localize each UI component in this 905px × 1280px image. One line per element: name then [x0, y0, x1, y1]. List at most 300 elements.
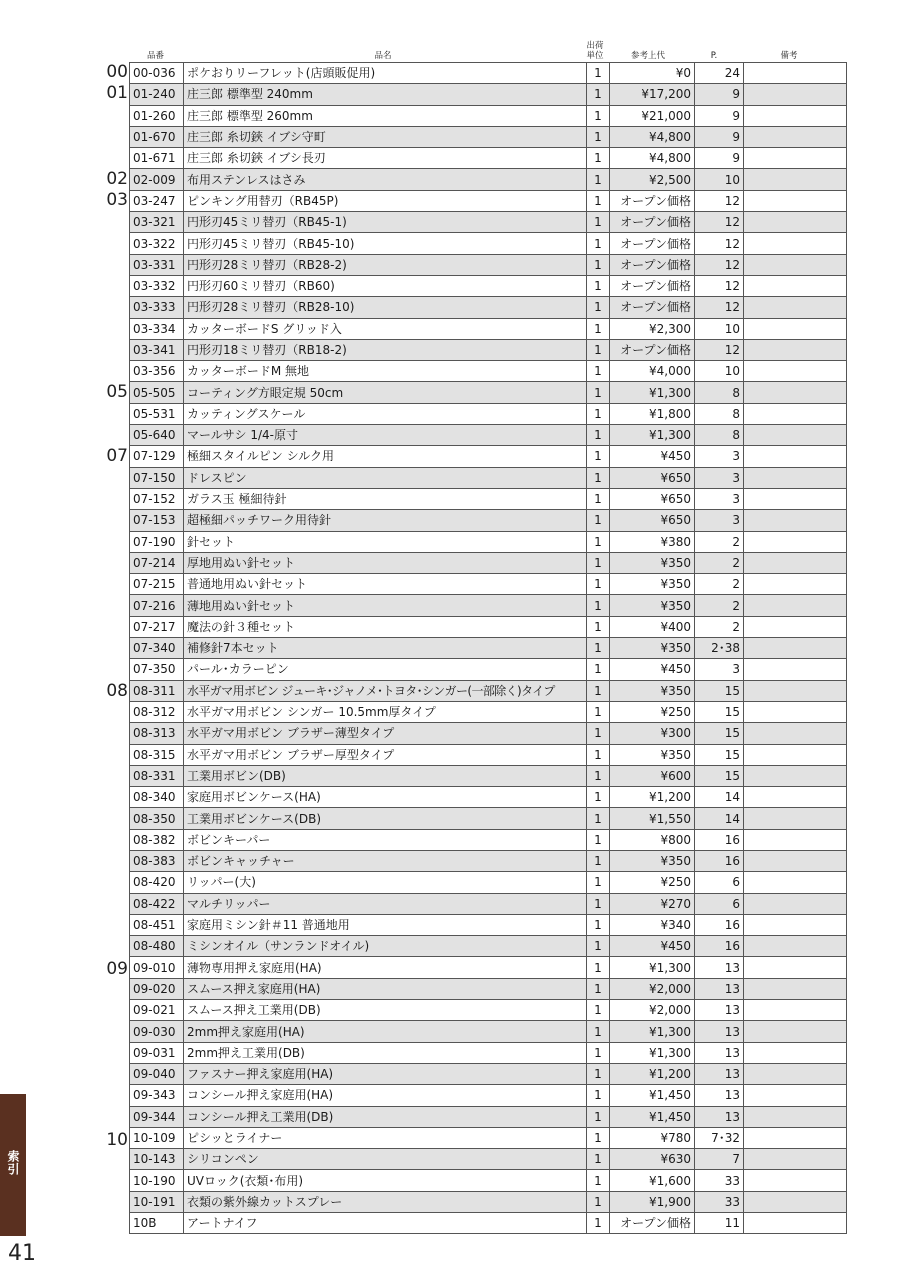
- cell-code: 09-031: [130, 1042, 184, 1063]
- cell-page: 9: [695, 84, 744, 105]
- header-code: 品番: [146, 51, 164, 61]
- table-row: [130, 403, 847, 424]
- cell-page: 13: [695, 1085, 744, 1106]
- cell-price: ¥1,300: [610, 957, 695, 978]
- cell-name: 庄三郎 標準型 240mm: [184, 84, 587, 105]
- cell-code: 10B: [130, 1213, 184, 1234]
- table-row: [130, 148, 847, 169]
- cell-page: 16: [695, 936, 744, 957]
- cell-note: [744, 382, 847, 403]
- cell-code: 03-356: [130, 361, 184, 382]
- section-label: 10: [106, 1129, 128, 1150]
- cell-name: 庄三郎 糸切鋏 イブシ長刃: [184, 148, 587, 169]
- cell-price: ¥350: [610, 638, 695, 659]
- cell-page: 16: [695, 850, 744, 871]
- cell-code: 08-315: [130, 744, 184, 765]
- cell-page: 16: [695, 914, 744, 935]
- cell-price: オープン価格: [610, 212, 695, 233]
- table-row: [130, 531, 847, 552]
- cell-page: 13: [695, 957, 744, 978]
- cell-code: 08-480: [130, 936, 184, 957]
- table-row: [130, 1127, 847, 1148]
- cell-note: [744, 914, 847, 935]
- cell-code: 07-217: [130, 616, 184, 637]
- cell-unit: 1: [587, 829, 610, 850]
- cell-page: 15: [695, 765, 744, 786]
- cell-price: ¥400: [610, 616, 695, 637]
- table-row: [130, 318, 847, 339]
- cell-price: ¥1,900: [610, 1191, 695, 1212]
- cell-name: コンシール押え工業用(DB): [184, 1106, 587, 1127]
- cell-page: 33: [695, 1170, 744, 1191]
- cell-note: [744, 318, 847, 339]
- table-row: [130, 63, 847, 84]
- cell-unit: 1: [587, 212, 610, 233]
- cell-code: 09-020: [130, 978, 184, 999]
- index-side-tab: [0, 1094, 26, 1236]
- cell-unit: 1: [587, 297, 610, 318]
- table-row: [130, 978, 847, 999]
- cell-code: 10-109: [130, 1127, 184, 1148]
- cell-price: ¥1,300: [610, 1042, 695, 1063]
- cell-code: 00-036: [130, 63, 184, 84]
- section-label: 01: [106, 83, 128, 104]
- cell-unit: 1: [587, 275, 610, 296]
- table-row: [130, 212, 847, 233]
- table-row: [130, 1149, 847, 1170]
- table-row: [130, 616, 847, 637]
- cell-price: ¥350: [610, 850, 695, 871]
- cell-name: コーティング方眼定規 50cm: [184, 382, 587, 403]
- cell-price: ¥1,450: [610, 1085, 695, 1106]
- cell-page: 10: [695, 169, 744, 190]
- cell-note: [744, 1149, 847, 1170]
- cell-price: ¥1,300: [610, 425, 695, 446]
- cell-note: [744, 446, 847, 467]
- cell-price: ¥380: [610, 531, 695, 552]
- table-row: [130, 425, 847, 446]
- cell-code: 07-129: [130, 446, 184, 467]
- cell-unit: 1: [587, 936, 610, 957]
- cell-price: オープン価格: [610, 297, 695, 318]
- cell-price: ¥1,800: [610, 403, 695, 424]
- cell-code: 10-143: [130, 1149, 184, 1170]
- cell-name: ボビンキャッチャー: [184, 850, 587, 871]
- index-table: [129, 62, 847, 1234]
- cell-unit: 1: [587, 126, 610, 147]
- cell-name: ミシンオイル（サンランドオイル): [184, 936, 587, 957]
- cell-name: ボビンキーパー: [184, 829, 587, 850]
- cell-code: 05-531: [130, 403, 184, 424]
- cell-page: 3: [695, 446, 744, 467]
- cell-unit: 1: [587, 403, 610, 424]
- cell-code: 01-240: [130, 84, 184, 105]
- cell-page: 9: [695, 126, 744, 147]
- cell-unit: 1: [587, 1213, 610, 1234]
- table-row: [130, 382, 847, 403]
- table-row: [130, 723, 847, 744]
- cell-price: オープン価格: [610, 275, 695, 296]
- cell-price: オープン価格: [610, 254, 695, 275]
- cell-price: ¥250: [610, 872, 695, 893]
- cell-code: 03-333: [130, 297, 184, 318]
- section-label: 03: [106, 190, 128, 211]
- cell-price: ¥340: [610, 914, 695, 935]
- cell-note: [744, 169, 847, 190]
- cell-name: カッティングスケール: [184, 403, 587, 424]
- cell-note: [744, 148, 847, 169]
- cell-name: ピシッとライナー: [184, 1127, 587, 1148]
- cell-name: ファスナー押え家庭用(HA): [184, 1063, 587, 1084]
- cell-name: リッパー(大): [184, 872, 587, 893]
- cell-name: マルチリッパー: [184, 893, 587, 914]
- cell-page: 2: [695, 574, 744, 595]
- section-label: 05: [106, 382, 128, 403]
- cell-name: 工業用ボビン(DB): [184, 765, 587, 786]
- cell-code: 08-340: [130, 787, 184, 808]
- cell-name: アートナイフ: [184, 1213, 587, 1234]
- cell-code: 03-341: [130, 339, 184, 360]
- table-row: [130, 1085, 847, 1106]
- cell-name: UVロック(衣類･布用): [184, 1170, 587, 1191]
- cell-note: [744, 808, 847, 829]
- cell-note: [744, 1000, 847, 1021]
- cell-code: 07-340: [130, 638, 184, 659]
- cell-code: 08-420: [130, 872, 184, 893]
- cell-unit: 1: [587, 233, 610, 254]
- cell-code: 05-505: [130, 382, 184, 403]
- table-row: [130, 850, 847, 871]
- cell-unit: 1: [587, 1191, 610, 1212]
- cell-name: パール･カラーピン: [184, 659, 587, 680]
- cell-unit: 1: [587, 510, 610, 531]
- cell-name: ポケおりリーフレット(店頭販促用): [184, 63, 587, 84]
- header-unit: 出荷 単位: [586, 41, 604, 61]
- cell-page: 8: [695, 403, 744, 424]
- cell-note: [744, 552, 847, 573]
- cell-note: [744, 616, 847, 637]
- cell-unit: 1: [587, 723, 610, 744]
- table-row: [130, 254, 847, 275]
- cell-unit: 1: [587, 616, 610, 637]
- cell-code: 10-191: [130, 1191, 184, 1212]
- cell-price: ¥350: [610, 595, 695, 616]
- cell-unit: 1: [587, 701, 610, 722]
- cell-unit: 1: [587, 105, 610, 126]
- cell-page: 2: [695, 531, 744, 552]
- cell-code: 07-214: [130, 552, 184, 573]
- cell-unit: 1: [587, 1000, 610, 1021]
- cell-note: [744, 744, 847, 765]
- section-label: 00: [106, 62, 128, 82]
- table-row: [130, 829, 847, 850]
- cell-name: カッターボードS グリッド入: [184, 318, 587, 339]
- cell-page: 15: [695, 701, 744, 722]
- cell-note: [744, 510, 847, 531]
- cell-unit: 1: [587, 63, 610, 84]
- table-row: [130, 957, 847, 978]
- cell-unit: 1: [587, 382, 610, 403]
- cell-note: [744, 84, 847, 105]
- cell-code: 03-247: [130, 190, 184, 211]
- table-row: [130, 765, 847, 786]
- cell-page: 10: [695, 361, 744, 382]
- cell-name: 薄物専用押え家庭用(HA): [184, 957, 587, 978]
- cell-page: 8: [695, 382, 744, 403]
- cell-unit: 1: [587, 595, 610, 616]
- cell-price: ¥2,000: [610, 1000, 695, 1021]
- cell-unit: 1: [587, 531, 610, 552]
- cell-page: 12: [695, 254, 744, 275]
- cell-note: [744, 1021, 847, 1042]
- cell-code: 05-640: [130, 425, 184, 446]
- cell-price: ¥650: [610, 510, 695, 531]
- cell-code: 07-150: [130, 467, 184, 488]
- cell-page: 33: [695, 1191, 744, 1212]
- cell-note: [744, 659, 847, 680]
- cell-note: [744, 936, 847, 957]
- cell-page: 13: [695, 1000, 744, 1021]
- cell-note: [744, 1085, 847, 1106]
- table-row: [130, 893, 847, 914]
- cell-page: 15: [695, 744, 744, 765]
- table-row: [130, 1063, 847, 1084]
- cell-page: 12: [695, 297, 744, 318]
- cell-code: 08-313: [130, 723, 184, 744]
- cell-page: 12: [695, 275, 744, 296]
- cell-code: 08-331: [130, 765, 184, 786]
- cell-unit: 1: [587, 169, 610, 190]
- table-row: [130, 488, 847, 509]
- cell-page: 13: [695, 1042, 744, 1063]
- table-row: [130, 1000, 847, 1021]
- table-row: [130, 787, 847, 808]
- cell-code: 08-312: [130, 701, 184, 722]
- cell-name: ドレスピン: [184, 467, 587, 488]
- cell-name: 針セット: [184, 531, 587, 552]
- table-row: [130, 467, 847, 488]
- cell-price: ¥2,300: [610, 318, 695, 339]
- cell-page: 15: [695, 723, 744, 744]
- cell-note: [744, 488, 847, 509]
- cell-price: ¥650: [610, 467, 695, 488]
- cell-price: ¥350: [610, 744, 695, 765]
- cell-note: [744, 361, 847, 382]
- cell-code: 09-021: [130, 1000, 184, 1021]
- cell-page: 10: [695, 318, 744, 339]
- cell-page: 3: [695, 659, 744, 680]
- cell-name: 水平ガマ用ボビン ブラザー薄型タイプ: [184, 723, 587, 744]
- cell-note: [744, 574, 847, 595]
- header-name: 品名: [374, 51, 392, 61]
- cell-price: ¥350: [610, 552, 695, 573]
- cell-note: [744, 1106, 847, 1127]
- cell-code: 07-190: [130, 531, 184, 552]
- cell-page: 3: [695, 467, 744, 488]
- cell-code: 09-344: [130, 1106, 184, 1127]
- cell-page: 24: [695, 63, 744, 84]
- cell-name: コンシール押え家庭用(HA): [184, 1085, 587, 1106]
- cell-code: 03-322: [130, 233, 184, 254]
- cell-page: 2: [695, 552, 744, 573]
- cell-code: 01-671: [130, 148, 184, 169]
- cell-note: [744, 1127, 847, 1148]
- cell-page: 9: [695, 148, 744, 169]
- cell-price: ¥1,550: [610, 808, 695, 829]
- cell-note: [744, 531, 847, 552]
- cell-note: [744, 978, 847, 999]
- cell-name: 極細スタイルピン シルク用: [184, 446, 587, 467]
- table-row: [130, 914, 847, 935]
- cell-code: 08-383: [130, 850, 184, 871]
- cell-unit: 1: [587, 893, 610, 914]
- table-row: [130, 446, 847, 467]
- cell-name: 円形刃28ミリ替刃（RB28-2): [184, 254, 587, 275]
- table-row: [130, 744, 847, 765]
- cell-unit: 1: [587, 148, 610, 169]
- cell-unit: 1: [587, 872, 610, 893]
- table-row: [130, 275, 847, 296]
- cell-page: 13: [695, 1021, 744, 1042]
- cell-note: [744, 339, 847, 360]
- cell-price: ¥650: [610, 488, 695, 509]
- cell-code: 01-260: [130, 105, 184, 126]
- table-row: [130, 1021, 847, 1042]
- cell-code: 09-010: [130, 957, 184, 978]
- table-row: [130, 233, 847, 254]
- cell-note: [744, 212, 847, 233]
- cell-note: [744, 297, 847, 318]
- cell-price: ¥780: [610, 1127, 695, 1148]
- table-row: [130, 126, 847, 147]
- cell-note: [744, 1191, 847, 1212]
- cell-page: 8: [695, 425, 744, 446]
- cell-name: 魔法の針３種セット: [184, 616, 587, 637]
- cell-price: ¥450: [610, 936, 695, 957]
- table-row: [130, 1170, 847, 1191]
- table-row: [130, 510, 847, 531]
- table-row: [130, 552, 847, 573]
- cell-unit: 1: [587, 1149, 610, 1170]
- table-row: [130, 574, 847, 595]
- table-row: [130, 595, 847, 616]
- cell-price: ¥450: [610, 446, 695, 467]
- cell-unit: 1: [587, 254, 610, 275]
- table-row: [130, 1042, 847, 1063]
- cell-price: ¥1,200: [610, 787, 695, 808]
- cell-code: 08-422: [130, 893, 184, 914]
- cell-name: スムース押え工業用(DB): [184, 1000, 587, 1021]
- cell-price: ¥270: [610, 893, 695, 914]
- cell-code: 07-153: [130, 510, 184, 531]
- cell-price: ¥4,800: [610, 126, 695, 147]
- cell-name: 2mm押え工業用(DB): [184, 1042, 587, 1063]
- cell-page: 3: [695, 488, 744, 509]
- cell-code: 01-670: [130, 126, 184, 147]
- cell-name: 円形刃28ミリ替刃（RB28-10): [184, 297, 587, 318]
- page-number: 41: [8, 1241, 36, 1266]
- cell-name: 水平ガマ用ボビン シンガー 10.5mm厚タイプ: [184, 701, 587, 722]
- header-price: 参考上代: [630, 51, 665, 61]
- cell-name: 工業用ボビンケース(DB): [184, 808, 587, 829]
- cell-code: 07-215: [130, 574, 184, 595]
- cell-code: 03-332: [130, 275, 184, 296]
- cell-unit: 1: [587, 850, 610, 871]
- cell-unit: 1: [587, 978, 610, 999]
- cell-note: [744, 893, 847, 914]
- table-row: [130, 84, 847, 105]
- cell-price: ¥300: [610, 723, 695, 744]
- cell-note: [744, 723, 847, 744]
- cell-note: [744, 595, 847, 616]
- cell-unit: 1: [587, 425, 610, 446]
- cell-code: 08-350: [130, 808, 184, 829]
- cell-price: ¥350: [610, 574, 695, 595]
- cell-unit: 1: [587, 659, 610, 680]
- cell-price: オープン価格: [610, 339, 695, 360]
- table-row: [130, 1191, 847, 1212]
- cell-unit: 1: [587, 787, 610, 808]
- cell-name: 家庭用ボビンケース(HA): [184, 787, 587, 808]
- cell-page: 11: [695, 1213, 744, 1234]
- table-row: [130, 936, 847, 957]
- cell-name: 家庭用ミシン針＃11 普通地用: [184, 914, 587, 935]
- cell-price: ¥800: [610, 829, 695, 850]
- cell-price: ¥350: [610, 680, 695, 701]
- table-row: [130, 361, 847, 382]
- cell-code: 08-451: [130, 914, 184, 935]
- cell-unit: 1: [587, 467, 610, 488]
- cell-price: ¥250: [610, 701, 695, 722]
- cell-page: 13: [695, 978, 744, 999]
- cell-note: [744, 233, 847, 254]
- cell-unit: 1: [587, 318, 610, 339]
- cell-price: ¥4,800: [610, 148, 695, 169]
- table-row: [130, 659, 847, 680]
- cell-name: スムース押え家庭用(HA): [184, 978, 587, 999]
- cell-page: 12: [695, 190, 744, 211]
- cell-name: 円形刃45ミリ替刃（RB45-10): [184, 233, 587, 254]
- cell-name: 布用ステンレスはさみ: [184, 169, 587, 190]
- cell-page: 13: [695, 1106, 744, 1127]
- cell-note: [744, 787, 847, 808]
- cell-code: 09-040: [130, 1063, 184, 1084]
- table-header: [0, 40, 905, 62]
- cell-page: 16: [695, 829, 744, 850]
- cell-price: ¥1,450: [610, 1106, 695, 1127]
- cell-page: 3: [695, 510, 744, 531]
- cell-unit: 1: [587, 957, 610, 978]
- cell-code: 08-382: [130, 829, 184, 850]
- cell-page: 13: [695, 1063, 744, 1084]
- cell-price: ¥2,500: [610, 169, 695, 190]
- cell-note: [744, 105, 847, 126]
- cell-note: [744, 275, 847, 296]
- cell-price: ¥600: [610, 765, 695, 786]
- table-row: [130, 190, 847, 211]
- cell-price: ¥450: [610, 659, 695, 680]
- section-label: 09: [106, 958, 128, 979]
- cell-price: オープン価格: [610, 190, 695, 211]
- cell-name: 薄地用ぬい針セット: [184, 595, 587, 616]
- cell-code: 03-334: [130, 318, 184, 339]
- cell-unit: 1: [587, 574, 610, 595]
- header-note: 備考: [780, 51, 798, 61]
- cell-price: オープン価格: [610, 1213, 695, 1234]
- cell-note: [744, 850, 847, 871]
- cell-name: カッターボードM 無地: [184, 361, 587, 382]
- cell-code: 09-343: [130, 1085, 184, 1106]
